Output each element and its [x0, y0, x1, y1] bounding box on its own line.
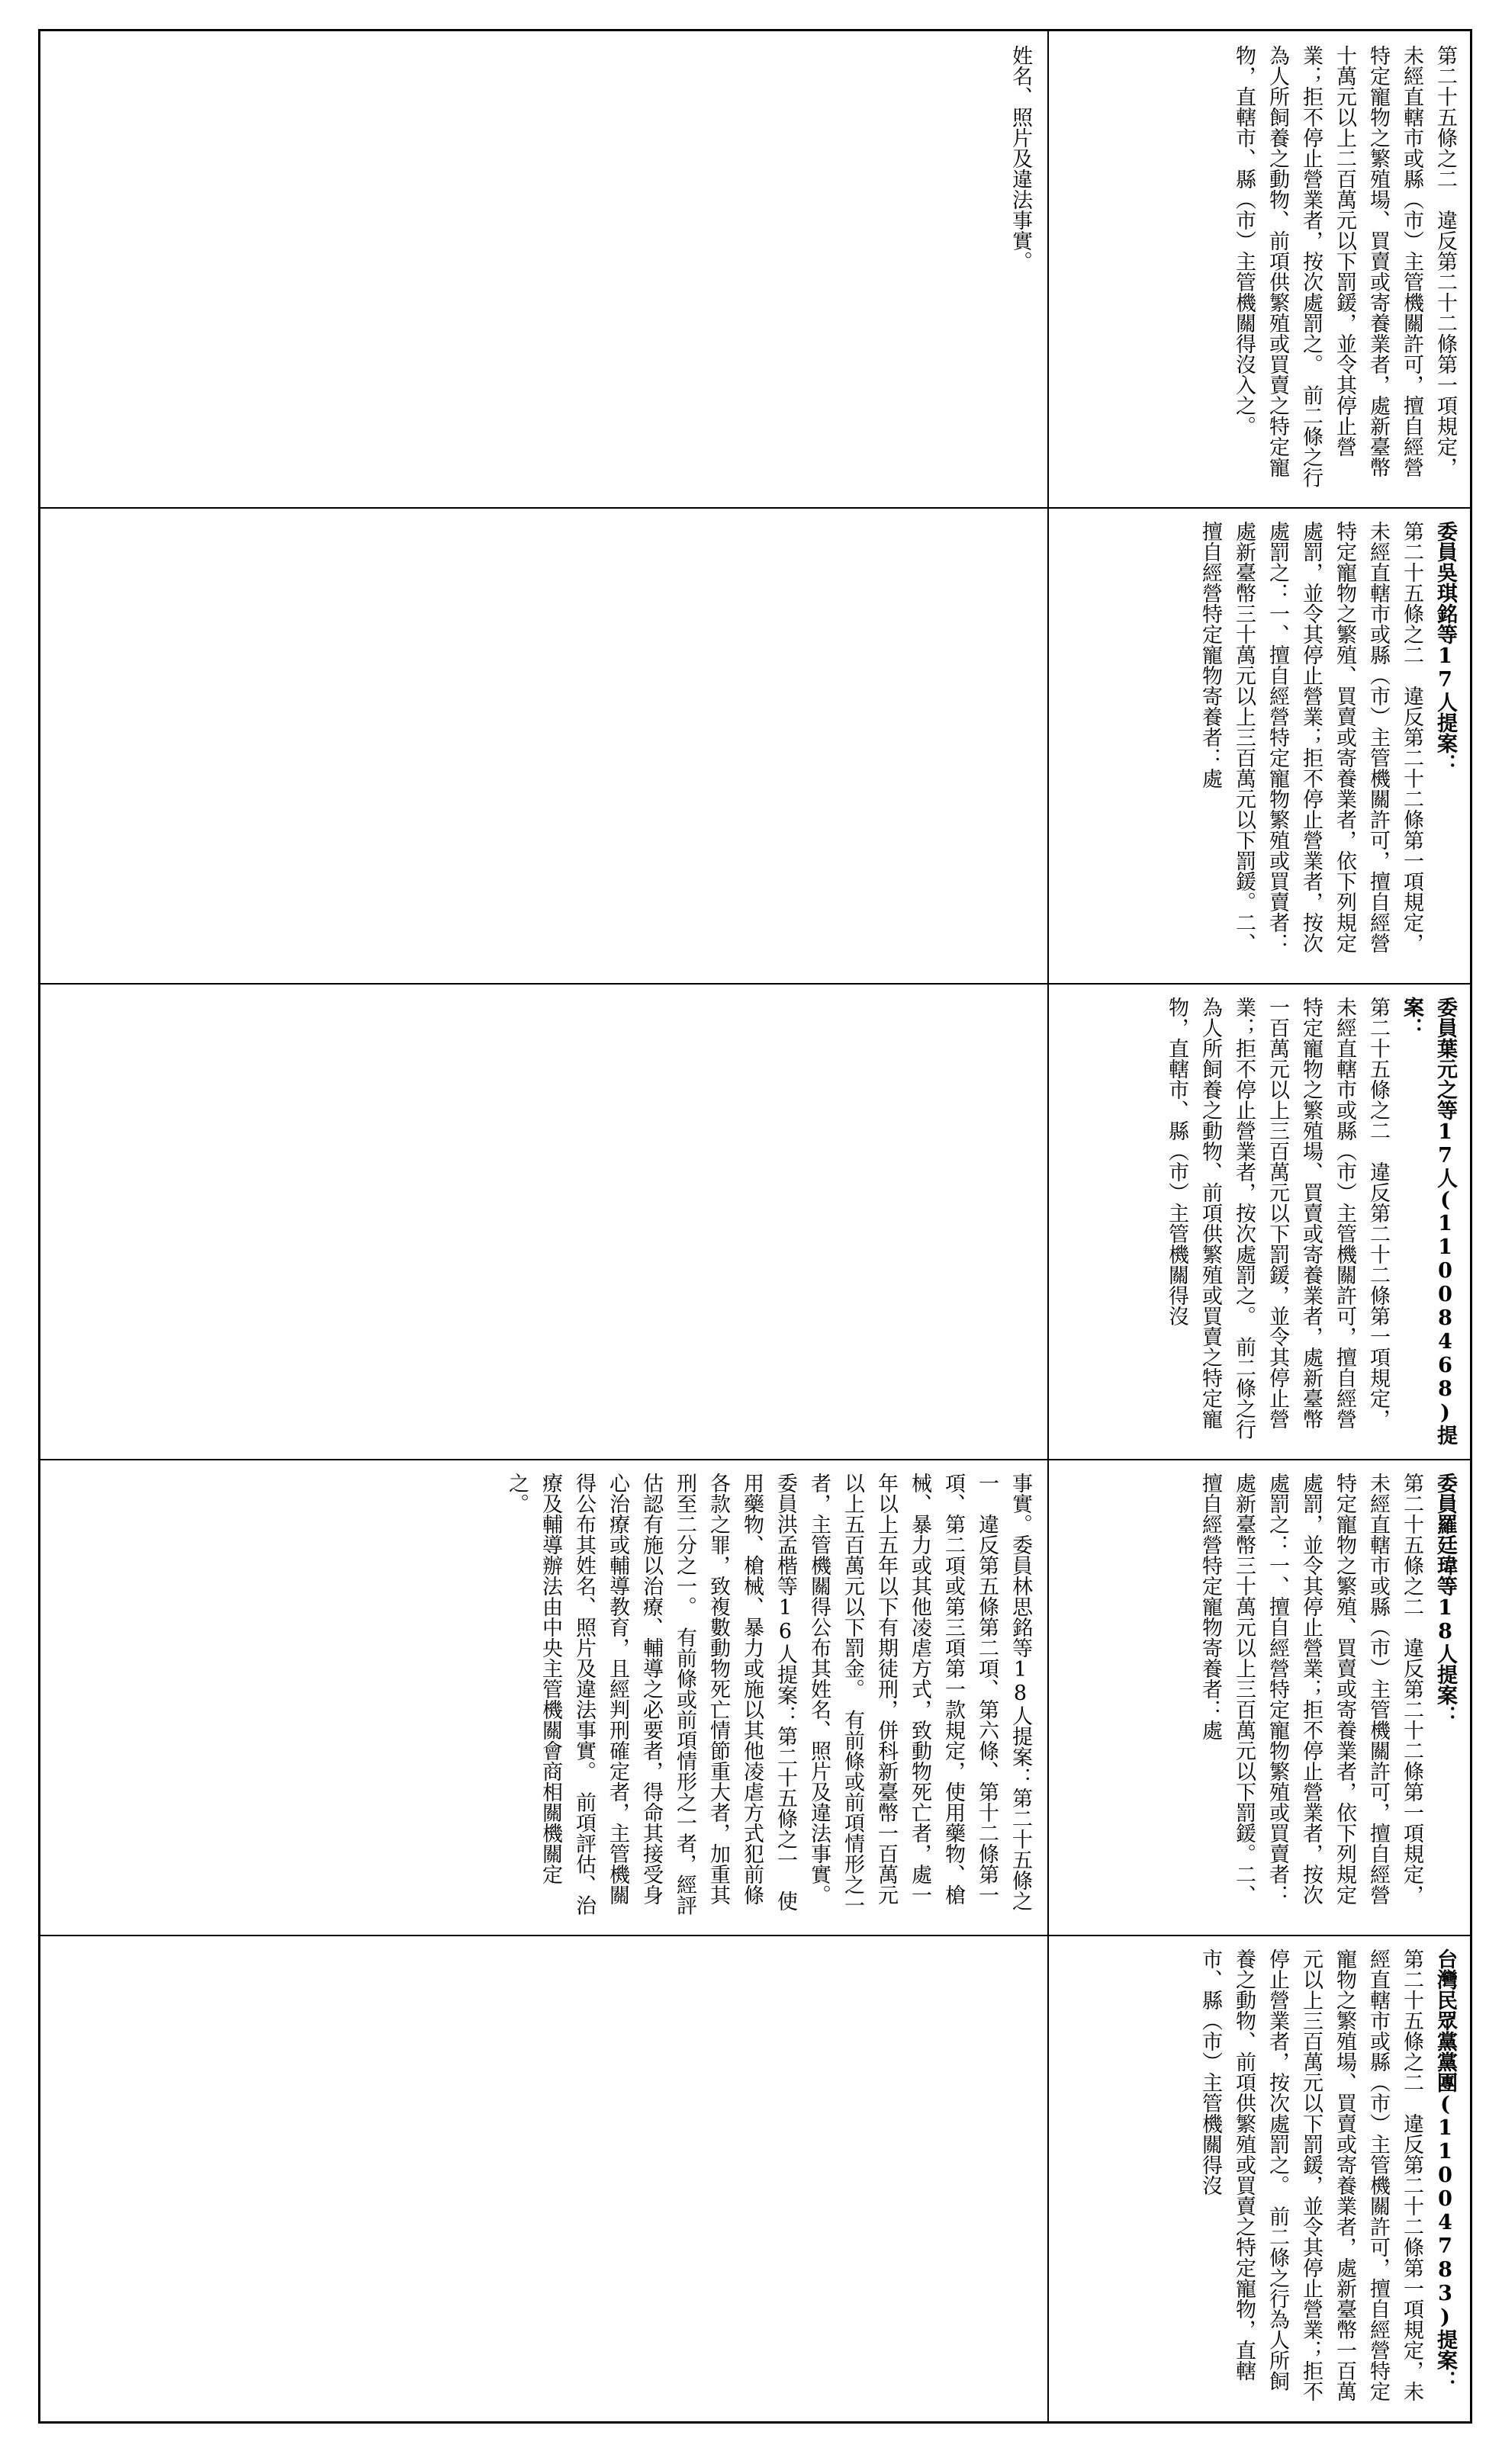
cell-text: 第二十五條之二 違反第二十二條第一項規定，未經直轄市或縣（市）主管機關許可，擅自經營特定寵物之繁殖、買賣或寄養業者，依下列規定處罰，並令其停止營業；拒不停止營業者，按次處罰之：一、擅自經營特定寵物繁殖或買賣者：處新臺幣三十萬元以上三百萬元以下罰鍰。二、擅自經營特定寵物寄養者：處	[1198, 521, 1423, 953]
cell-row2-right	[40, 507, 1047, 983]
cell-row4-right	[40, 1459, 1047, 1935]
cell-text: 第二十五條之二 違反第二十二條第一項規定，未經直轄市或縣（市）主管機關許可，擅自經營特定寵物之繁殖、買賣或寄養業者，依下列規定處罰，並令其停止營業；拒不停止營業者，按次處罰之：一、擅自經營特定寵物繁殖或買賣者：處新臺幣三十萬元以上三百萬元以下罰鍰。二、擅自經營特定寵物寄養者：處	[1198, 1473, 1423, 1905]
cell-row3-right	[40, 983, 1047, 1459]
column-divider	[1047, 31, 1049, 2421]
proposal-title: 委員羅廷瑋等18人提案：	[1433, 1473, 1457, 1726]
cell-row2-left	[1050, 507, 1472, 983]
cell-text: 第二十五條之二 違反第二十二條第一項規定，未經直轄市或縣（市）主管機關許可，擅自經營特定寵物之繁殖場、買賣或寄養業者，處新臺幣一百萬元以上三百萬元以下罰鍰，並令其停止營業；拒不停止營業者，按次處罰之。 前二條之行為人所飼養之動物、前項供繁殖或買賣之特定寵物，直轄市、縣（市）主管機關得沒	[1165, 997, 1390, 1440]
cell-text: 第二十五條之二 違反第二十二條第一項規定，未經直轄市或縣（市）主管機關許可，擅自經營特定寵物之繁殖場、買賣或寄養業者，處新臺幣一百萬元以上三百萬元以下罰鍰，並令其停止營業；拒不停止營業者，按次處罰之。 前二條之行為人所飼養之動物、前項供繁殖或買賣之特定寵物，直轄市、縣（市）主管機關得沒	[1198, 1948, 1423, 2401]
proposal-title: 委員葉元之等17人(1100846​8)提案：	[1400, 997, 1457, 1445]
proposal-title: 委員吳琪銘等17人提案：	[1433, 521, 1457, 774]
cell-text: 第二十五條之二 違反第二十二條第一項規定，未經直轄市或縣（市）主管機關許可，擅自經營特定寵物之繁殖場、買賣或寄養業者，處新臺幣十萬元以上二百萬元以下罰鍰，並令其停止營業；拒不停止營業者，按次處罰之。 前二條之行為人所飼養之動物、前項供繁殖或買賣之特定寵物，直轄市、縣（市）主管機關得沒入之。	[1232, 45, 1457, 488]
cell-row5-left	[1050, 1935, 1472, 2421]
cell-row4-left	[1050, 1459, 1472, 1935]
comparison-table	[38, 29, 1472, 2424]
cell-row1-right	[40, 31, 1047, 507]
proposal-title: 台灣民眾黨黨團(11004783)提案：	[1433, 1948, 1457, 2391]
cell-text: 姓名、照片及違法事實。	[1008, 45, 1032, 271]
cell-row5-right	[40, 1935, 1047, 2421]
cell-row3-left	[1050, 983, 1472, 1459]
cell-row1-left	[1050, 31, 1472, 507]
cell-text: 事實。委員林思銘等18人提案：第二十五條之一 違反第五條第二項、第六條、第十二條第一項、第二項或第三項第一款規定，使用藥物、槍械、暴力或其他凌虐方式，致動物死亡者，處一年以上五年以下有期徒刑，併科新臺幣一百萬元以上五百萬元以下罰金。 有前條或前項情形之一者，主管機關得公布其姓名、照片及違法事實。委員洪孟楷等16人提案：第二十五條之一 使用藥物、槍械、暴力或施以其他凌虐方式犯前條各款之罪，致複數動物死亡情節重大者，加重其刑至二分之一。 有前條或前項情形之一者，經評估認有施以治療、輔導之必要者，得命其接受身心治療或輔導教育，且經判刑確定者，主管機關得公布其姓名、照片及違法事實。 前項評估、治療及輔導辦法由中央主管機關會商相關機關定之。	[505, 1473, 1032, 1916]
